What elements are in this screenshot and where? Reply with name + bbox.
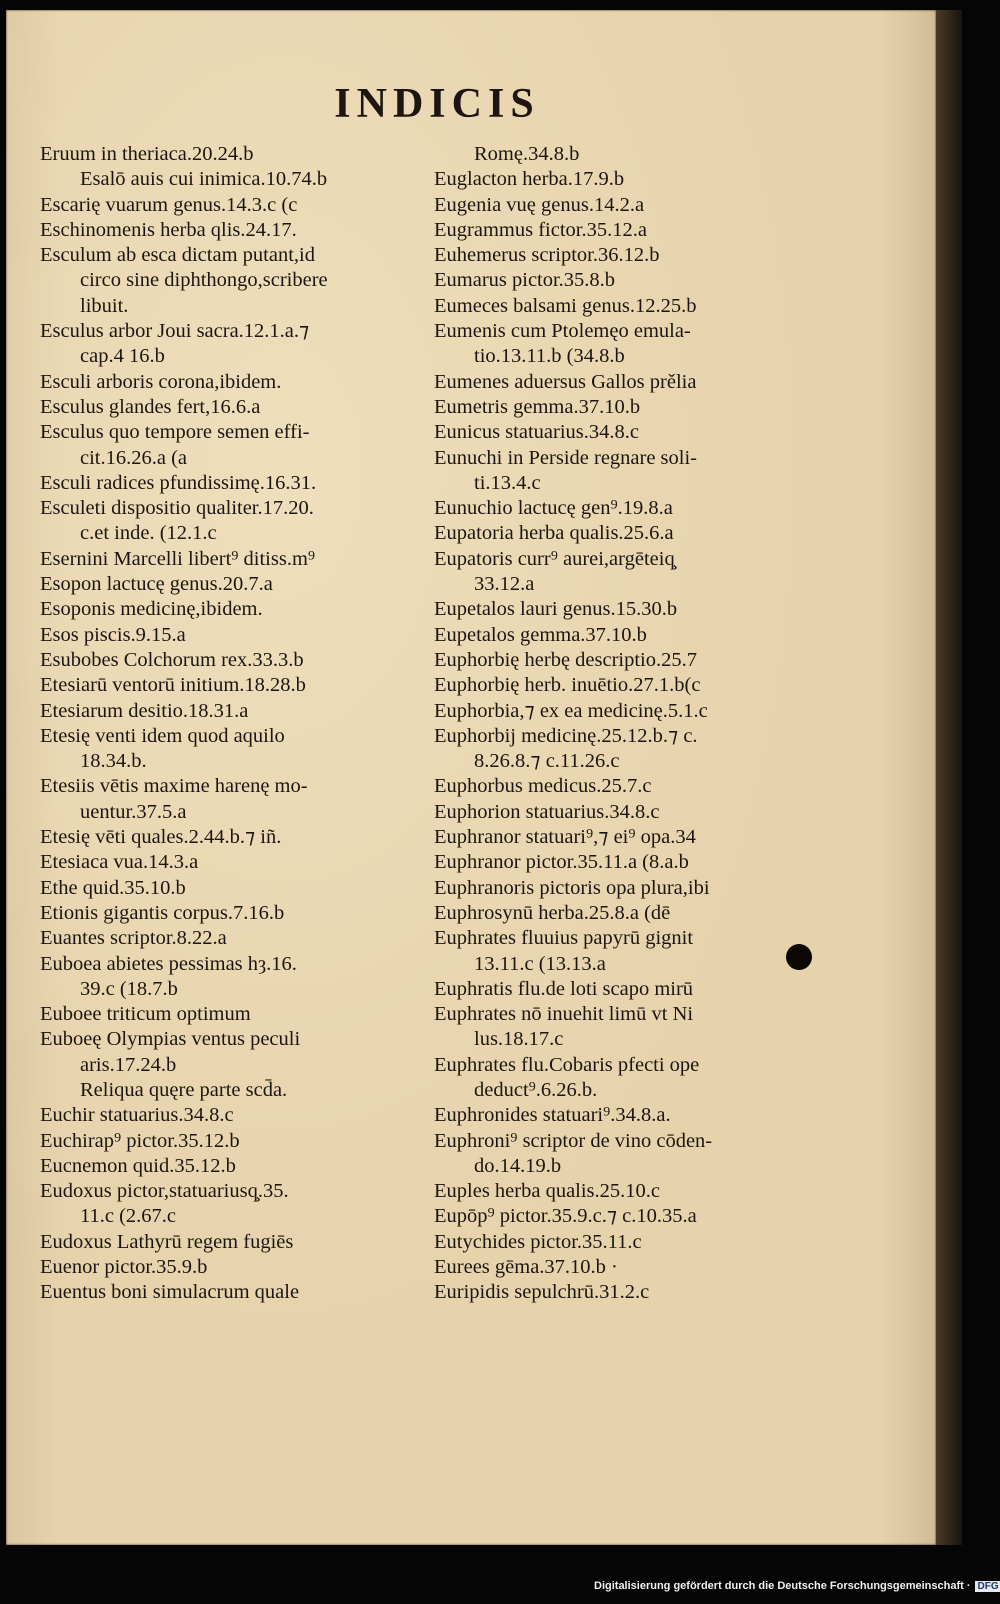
index-entry: Euphratis flu.de loti scapo mirū bbox=[434, 977, 694, 1000]
index-entry: Esos piscis.9.15.a bbox=[40, 623, 186, 646]
index-entry: Romę.34.8.b bbox=[474, 143, 580, 165]
index-entry: Euphorbię herb. inuētio.27.1.b(c bbox=[434, 674, 701, 697]
index-entry: Eruum in theriaca.20.24.b bbox=[40, 143, 254, 165]
index-entry: tio.13.11.b (34.8.b bbox=[474, 345, 625, 368]
index-column-right bbox=[434, 142, 829, 1306]
index-entry: Euples herba qualis.25.10.c bbox=[434, 1180, 661, 1203]
index-entry: Esubobes Colchorum rex.33.3.b bbox=[40, 648, 304, 671]
index-entry: Euphorbia,⁊ ex ea medicinę.5.1.c bbox=[434, 699, 708, 722]
index-entry: Etesiarū ventorū initium.18.28.b bbox=[40, 674, 306, 697]
index-entry: cap.4 16.b bbox=[80, 345, 165, 368]
index-entry: Eupatoria herba qualis.25.6.a bbox=[434, 522, 674, 545]
index-entry: Euripidis sepulchrū.31.2.c bbox=[434, 1281, 650, 1304]
index-entry: ti.13.4.c bbox=[474, 471, 541, 494]
index-entry: uentur.37.5.a bbox=[80, 800, 187, 823]
index-entry: Esculum ab esca dictam putant,id bbox=[40, 244, 315, 267]
index-entry: Etesiis vētis maxime harenę mo- bbox=[40, 775, 308, 798]
index-entry: Euenor pictor.35.9.b bbox=[40, 1256, 208, 1279]
index-entry: Euphorbij medicinę.25.12.b.⁊ c. bbox=[434, 724, 698, 747]
index-entry: 11.c (2.67.c bbox=[80, 1205, 177, 1228]
index-entry: Euchir statuarius.34.8.c bbox=[40, 1104, 234, 1127]
credit-text: Digitalisierung gefördert durch die Deutsche Forschungsgemeinschaft · bbox=[594, 1580, 971, 1592]
index-entry: Euphorbus medicus.25.7.c bbox=[434, 775, 652, 798]
index-entry: do.14.19.b bbox=[474, 1154, 562, 1177]
index-entry: Esculeti dispositio qualiter.17.20. bbox=[40, 497, 314, 520]
index-entry: Eumenis cum Ptolemęo emula- bbox=[434, 320, 691, 343]
index-entry: Eumarus pictor.35.8.b bbox=[434, 269, 616, 292]
index-entry: Euphrates nō inuehit limū vt Ni bbox=[434, 1003, 694, 1026]
index-entry: Euphorion statuarius.34.8.c bbox=[434, 800, 660, 823]
index-entry: Ethe quid.35.10.b bbox=[40, 876, 186, 899]
index-entry: Eupetalos lauri genus.15.30.b bbox=[434, 598, 678, 621]
index-entry: Euchirap⁹ pictor.35.12.b bbox=[40, 1129, 240, 1152]
index-entry: Euboee triticum optimum bbox=[40, 1003, 251, 1026]
index-entry: 13.11.c (13.13.a bbox=[474, 952, 606, 975]
index-entry: Eutychides pictor.35.11.c bbox=[434, 1230, 642, 1253]
dfg-logo: DFG bbox=[975, 1581, 1000, 1592]
digitization-credit bbox=[594, 1580, 1000, 1600]
index-entry: Euhemerus scriptor.36.12.b bbox=[434, 244, 660, 267]
index-entry: Eunuchi in Perside regnare soli- bbox=[434, 446, 698, 469]
index-entry: Euentus boni simulacrum quale bbox=[40, 1281, 300, 1304]
index-entry: circo sine diphthongo,scribere bbox=[80, 269, 328, 292]
index-entry: Euphranor statuari⁹,⁊ ei⁹ opa.34 bbox=[434, 826, 696, 849]
index-entry: Eumetris gemma.37.10.b bbox=[434, 395, 641, 418]
index-entry: 39.c (18.7.b bbox=[80, 977, 178, 1000]
index-entry: Eunicus statuarius.34.8.c bbox=[434, 421, 639, 444]
index-entry: Etesię venti idem quod aquilo bbox=[40, 724, 285, 747]
index-entry: 8.26.8.⁊ c.11.26.c bbox=[474, 750, 620, 773]
index-entry: Eupetalos gemma.37.10.b bbox=[434, 623, 647, 646]
index-entry: Euantes scriptor.8.22.a bbox=[40, 927, 227, 950]
index-entry: Eupōp⁹ pictor.35.9.c.⁊ c.10.35.a bbox=[434, 1205, 697, 1228]
index-entry: libuit. bbox=[80, 294, 129, 317]
index-entry: Esalō auis cui inimica.10.74.b bbox=[80, 168, 328, 191]
index-entry: Etesiarum desitio.18.31.a bbox=[40, 699, 249, 722]
index-entry: Eunuchio lactucę gen⁹.19.8.a bbox=[434, 497, 673, 520]
index-entry: Euphrates fluuius papyrū gignit bbox=[434, 927, 694, 950]
index-entry: Eudoxus Lathyrū regem fugiēs bbox=[40, 1230, 294, 1253]
index-entry: Esculus quo tempore semen effi- bbox=[40, 421, 310, 444]
page-header: INDICIS bbox=[334, 81, 540, 127]
index-column-left bbox=[40, 142, 425, 1306]
index-entry: Esopon lactucę genus.20.7.a bbox=[40, 573, 273, 596]
index-entry: Escarię vuarum genus.14.3.c (c bbox=[40, 193, 298, 216]
index-entry: Reliqua quęre parte scd̄a. bbox=[80, 1078, 288, 1101]
index-entry: Euboeę Olympias ventus peculi bbox=[40, 1028, 301, 1051]
index-entry: Euphranor pictor.35.11.a (8.a.b bbox=[434, 851, 689, 874]
ink-blot bbox=[786, 944, 812, 970]
index-entry: Esernini Marcelli libert⁹ ditiss.m⁹ bbox=[40, 547, 316, 570]
index-entry: lus.18.17.c bbox=[474, 1028, 564, 1051]
page-edge bbox=[936, 10, 962, 1545]
index-entry: Euphranoris pictoris opa plura,ibi bbox=[434, 876, 710, 899]
index-entry: Etionis gigantis corpus.7.16.b bbox=[40, 901, 285, 924]
index-entry: 18.34.b. bbox=[80, 750, 147, 773]
index-entry: Esculi arboris corona,ibidem. bbox=[40, 370, 282, 393]
index-entry: Eurees gēma.37.10.b · bbox=[434, 1256, 618, 1279]
index-entry: Euphorbię herbę descriptio.25.7 bbox=[434, 648, 698, 671]
index-entry: Esculi radices pfundissimę.16.31. bbox=[40, 471, 317, 494]
index-entry: Eschinomenis herba qlis.24.17. bbox=[40, 218, 297, 241]
index-entry: Eudoxus pictor,statuariusq̧.35. bbox=[40, 1180, 289, 1203]
index-entry: Eumenes aduersus Gallos prělia bbox=[434, 370, 697, 393]
index-entry: deduct⁹.6.26.b. bbox=[474, 1078, 598, 1101]
index-entry: Euphrosynū herba.25.8.a (dē bbox=[434, 901, 671, 924]
index-entry: c.et inde. (12.1.c bbox=[80, 522, 217, 545]
index-entry: Etesiaca vua.14.3.a bbox=[40, 851, 199, 874]
index-entry: Etesię vēti quales.2.44.b.⁊ iñ. bbox=[40, 826, 282, 849]
index-entry: 33.12.a bbox=[474, 573, 535, 596]
index-entry: Euphrates flu.Cobaris pfecti ope bbox=[434, 1053, 700, 1076]
index-entry: aris.17.24.b bbox=[80, 1053, 177, 1076]
index-entry: Euboea abietes pessimas hȝ.16. bbox=[40, 952, 297, 975]
index-entry: Eugrammus fictor.35.12.a bbox=[434, 218, 647, 241]
index-entry: Euphronides statuari⁹.34.8.a. bbox=[434, 1104, 671, 1127]
index-entry: Esculus arbor Joui sacra.12.1.a.⁊ bbox=[40, 320, 310, 343]
index-entry: cit.16.26.a (a bbox=[80, 446, 188, 469]
index-entry: Eumeces balsami genus.12.25.b bbox=[434, 294, 697, 317]
index-entry: Eucnemon quid.35.12.b bbox=[40, 1154, 236, 1177]
index-entry: Esoponis medicinę,ibidem. bbox=[40, 598, 263, 621]
index-entry: Euphroni⁹ scriptor de vino cōden- bbox=[434, 1129, 713, 1152]
index-entry: Eupatoris curr⁹ aurei,argēteiq̧ bbox=[434, 547, 675, 570]
index-entry: Esculus glandes fert,16.6.a bbox=[40, 395, 261, 418]
index-entry: Eugenia vuę genus.14.2.a bbox=[434, 193, 645, 216]
index-entry: Euglacton herba.17.9.b bbox=[434, 168, 625, 191]
